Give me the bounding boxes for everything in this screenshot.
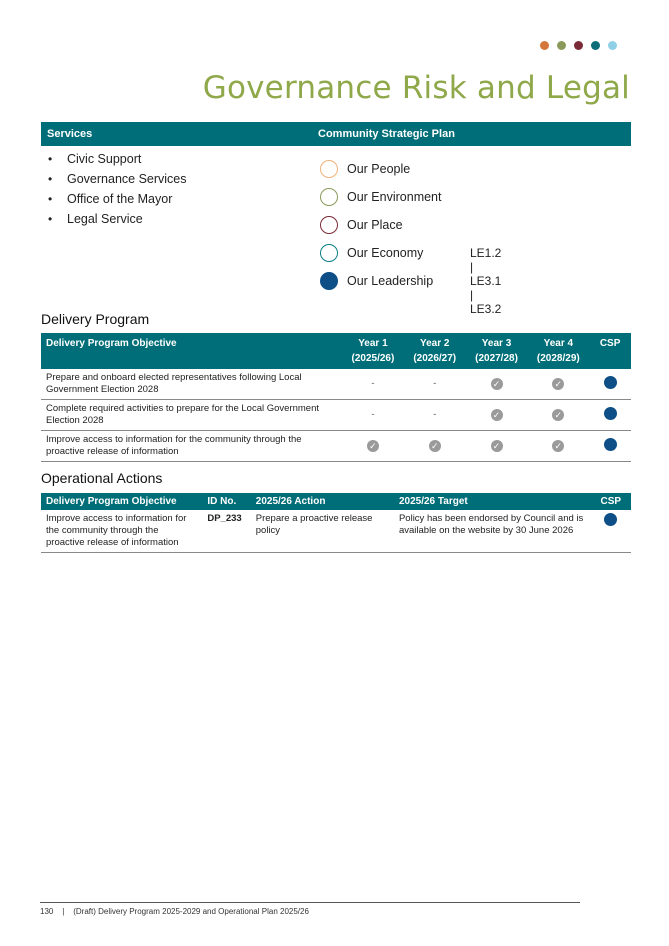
col-year1: Year 1 (2025/26)	[342, 333, 404, 369]
year4-cell	[527, 369, 589, 400]
csp-cell	[589, 369, 631, 400]
dash-mark: -	[433, 378, 437, 389]
decorative-dots	[540, 41, 617, 50]
year2-cell	[404, 400, 466, 431]
csp-item-economy: Our Economy	[320, 239, 441, 267]
table-header-row	[41, 493, 631, 510]
csp-item-place: Our Place	[320, 211, 441, 239]
check-icon: ✓	[552, 378, 564, 390]
circle-icon	[320, 160, 338, 178]
year4-cell	[527, 400, 589, 431]
objective-cell: Improve access to information for the community through the proactive release of information	[41, 510, 202, 553]
csp-item-leadership: Our Leadership LE1.2 | LE3.1 | LE3.2	[320, 267, 441, 295]
col-csp: CSP	[591, 493, 631, 510]
col-year4: Year 4 (2028/29)	[527, 333, 589, 369]
list-item: • Office of the Mayor	[48, 192, 173, 206]
circle-icon	[320, 216, 338, 234]
circle-icon	[320, 244, 338, 262]
csp-list	[320, 155, 502, 316]
check-icon: ✓	[491, 409, 503, 421]
page-number: 130	[40, 907, 54, 916]
operational-actions-heading: Operational Actions	[41, 470, 163, 486]
table-header-row	[41, 333, 631, 369]
col-year3: Year 3 (2027/28)	[466, 333, 528, 369]
col-year2: Year 2 (2026/27)	[404, 333, 466, 369]
col-csp: CSP	[589, 333, 631, 369]
col-id: ID No.	[202, 493, 250, 510]
year3-cell	[466, 431, 528, 462]
table-row	[41, 510, 631, 553]
csp-leadership-icon	[604, 513, 617, 526]
year3-cell	[466, 369, 528, 400]
dot-icon	[540, 41, 549, 50]
col-objective: Delivery Program Objective	[41, 493, 202, 510]
services-header-bar	[41, 122, 631, 146]
year2-cell	[404, 431, 466, 462]
objective-cell: Complete required activities to prepare for the Local Government Election 2028	[41, 400, 342, 431]
csp-cell	[589, 431, 631, 462]
csp-item-people: Our People	[320, 155, 441, 183]
check-icon: ✓	[367, 440, 379, 452]
page-title: Governance Risk and Legal	[202, 70, 630, 106]
objective-cell: Improve access to information for the community through the proactive release of information	[41, 431, 342, 462]
delivery-program-heading: Delivery Program	[41, 311, 150, 327]
action-cell: Prepare a proactive release policy	[251, 510, 394, 553]
target-cell: Policy has been endorsed by Council and is available on the website by 30 June 2026	[394, 510, 591, 553]
csp-heading: Community Strategic Plan	[318, 128, 455, 140]
col-action: 2025/26 Action	[251, 493, 394, 510]
dash-mark: -	[371, 378, 375, 389]
id-cell: DP_233	[202, 510, 250, 553]
table-row	[41, 369, 631, 400]
csp-codes: LE1.2 | LE3.1 | LE3.2	[470, 246, 502, 316]
col-objective: Delivery Program Objective	[41, 333, 342, 369]
footer-text: (Draft) Delivery Program 2025-2029 and Operational Plan 2025/26	[73, 907, 309, 916]
circle-icon	[320, 188, 338, 206]
delivery-program-table	[41, 333, 631, 462]
csp-cell	[591, 510, 631, 553]
csp-leadership-icon	[604, 407, 617, 420]
table-row	[41, 431, 631, 462]
footer-separator: |	[62, 907, 65, 916]
check-icon: ✓	[491, 378, 503, 390]
year3-cell	[466, 400, 528, 431]
year1-cell	[342, 431, 404, 462]
check-icon: ✓	[552, 440, 564, 452]
list-item: • Governance Services	[48, 172, 187, 186]
services-heading: Services	[47, 128, 93, 140]
check-icon: ✓	[491, 440, 503, 452]
col-target: 2025/26 Target	[394, 493, 591, 510]
dot-icon	[557, 41, 566, 50]
check-icon: ✓	[429, 440, 441, 452]
operational-actions-table	[41, 493, 631, 553]
csp-cell	[589, 400, 631, 431]
year4-cell	[527, 431, 589, 462]
check-icon: ✓	[552, 409, 564, 421]
list-item: • Civic Support	[48, 152, 142, 166]
year2-cell	[404, 369, 466, 400]
dash-mark: -	[371, 409, 375, 420]
filled-circle-icon	[320, 272, 338, 290]
footer	[40, 902, 580, 916]
csp-item-environment: Our Environment	[320, 183, 441, 211]
list-item: • Legal Service	[48, 212, 143, 226]
year1-cell	[342, 400, 404, 431]
services-list	[48, 150, 187, 230]
csp-leadership-icon	[604, 376, 617, 389]
dot-icon	[574, 41, 583, 50]
year1-cell	[342, 369, 404, 400]
csp-leadership-icon	[604, 438, 617, 451]
dot-icon	[608, 41, 617, 50]
dot-icon	[591, 41, 600, 50]
dash-mark: -	[433, 409, 437, 420]
objective-cell: Prepare and onboard elected representatives following Local Government Election 2028	[41, 369, 342, 400]
table-row	[41, 400, 631, 431]
